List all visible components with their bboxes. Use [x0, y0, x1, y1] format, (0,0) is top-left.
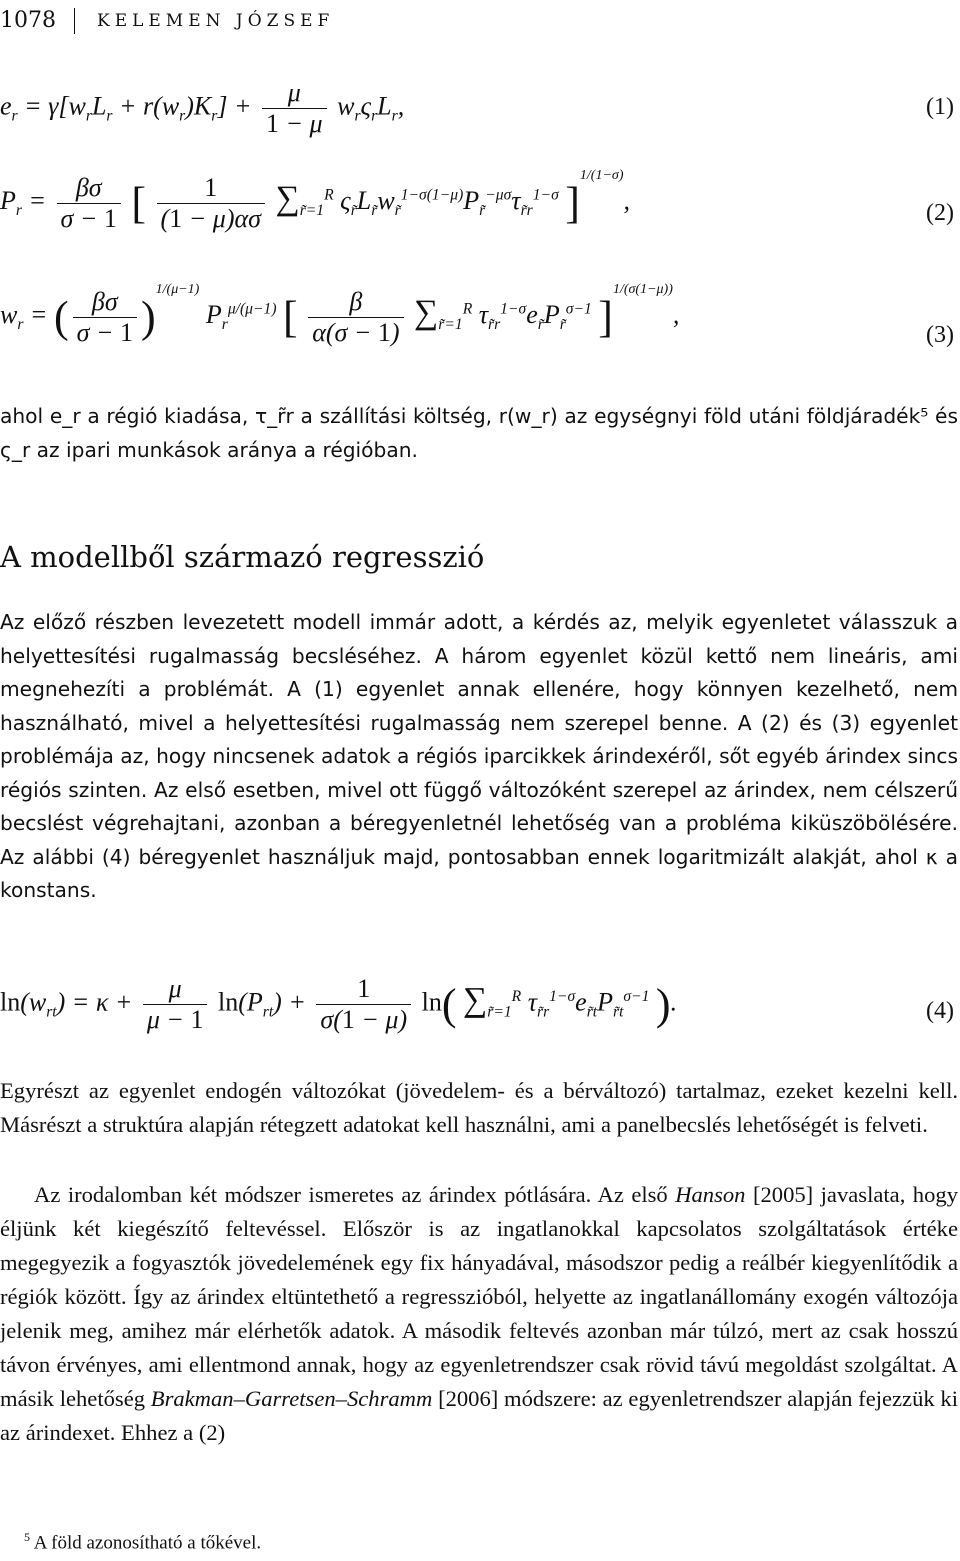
paragraph-section-intro: Az előző részben levezetett modell immár adott, a kérdés az, melyik egyenletet válasszuk a helyettesítési rugalmasság becsléséhez. A három egyenlet közül kettő nem lineáris, ami megnehezíti a problémát. A (1) egyenlet annak ellenére, hogy könnyen kezelhető, nem használható, mivel a helyettesítési rugalmasság nem szerepel benne. A (2) és (3) egyenlet problémája az, hogy nincsenek adatok a régiós iparcikkek árindexéről, sőt egyéb árindex sincs régiós szinten. Az első esetben, mivel ott függő változóként szerepel az árindex, nem célszerű becslést végrehajtani, azonban a béregyenletnél lehetőség van a probléma kiküszöbölésére. Az alábbi (4) béregyenlet használjuk majd, pontosabban ennek logaritmizált alakját, ahol κ a konstans. — [0, 610, 958, 902]
equation-4-number: (4) — [926, 998, 954, 1024]
author-name: KELEMEN JÓZSEF — [97, 11, 335, 31]
equation-2: $P_r$ = $\frac{\beta\sigma}{\sigma - 1}$ [ $\frac{1}{(1 - \mu)\alpha\sigma}$ $\sum_{r̃=1}^R$ $\varsigma_{r̃}L_{r̃}w_{r̃}^{1-\sigma(1-\mu)}P_{r̃}^{-\mu\sigma}\tau_{r̃r}^{1-\sigma}$ ]$^{1/(1-\sigma)}$, (2) — [0, 168, 954, 233]
header-divider — [74, 8, 75, 34]
equation-4: $\ln(w_{rt}) = \kappa$ + $\frac{\mu}{\mu - 1}$ $\ln(P_{rt})$ + $\frac{1}{\sigma(1 - \mu)}$ ln( $\sum_{r̃=1}^R$ $\tau_{r̃r}^{1-\sigma}e_{r̃t}P_{r̃t}^{\sigma-1}$ ). (4) — [0, 974, 954, 1034]
equation-3: $w_r$ = ( $\frac{\beta\sigma}{\sigma - 1}$ )$^{1/(\mu-1)}$ $P_r^{\mu/(\mu-1)}$ [ $\frac{\beta}{\alpha(\sigma - 1)}$ $\sum_{r̃=1}^R$ $\tau_{r̃r}^{1-\sigma}e_{r̃}P_{r̃}^{\sigma-1}$ ]$^{1/(\sigma(1-\mu))}$, (3) — [0, 282, 954, 348]
page-number: 1078 — [0, 8, 56, 33]
equation-1-number: (1) — [926, 94, 954, 120]
footnote — [24, 1530, 261, 1554]
section-title: A modellből származó regresszió — [0, 540, 485, 574]
equation-1: $e_r = \gamma[w_rL_r + r(w_r)K_r]$ + $\frac{\mu}{1 - \mu}$ $w_r\varsigma_rL_r$, (1) — [0, 78, 954, 138]
equation-2-number: (2) — [926, 200, 954, 226]
literature-text-1: Az irodalomban két módszer ismeretes az árindex pótlására. Az első — [34, 1182, 676, 1207]
equation-3-number: (3) — [926, 322, 954, 348]
paragraph-literature — [0, 1178, 958, 1450]
literature-text-3: [2006] módszere: az egyenletrendszer alapján fejezzük ki az árindexet. Ehhez a (2) — [0, 1386, 958, 1445]
footnote-text: A föld azonosítható a tőkével. — [33, 1532, 262, 1554]
reference-brakman: Brakman–Garretsen–Schramm — [150, 1386, 433, 1411]
paragraph-definitions: ahol e_r a régió kiadása, τ_r̃r a szállítási költség, r(w_r) az egységnyi föld utáni földjáradék⁵ és ς_r az ipari munkások aránya a régióban. — [0, 404, 958, 462]
footnote-mark: 5 — [24, 1530, 30, 1544]
running-header — [0, 8, 334, 34]
literature-text-2: [2005] javaslata, hogy éljünk két kiegészítő feltevéssel. Először is az ingatlanokkal kapcsolatos szolgáltatások értéke megegyezik a fogyasztók jövedelemének egy fix hányadával, másodszor pedig a reálbér kiegyenlítődik a régiók között. Így az árindex eltüntethető a regresszióból, helyette az ingatlanállomány exogén változója jelenik meg, amihez már elérhetők adatok. A második feltevés azonban már túlzó, mert az csak hosszú távon érvényes, ami ellentmond annak, hogy az egyenletrendszer csak rövid távú megoldást szolgáltat. A másik lehetőség — [0, 1182, 958, 1411]
paragraph-after-eq4: Egyrészt az egyenlet endogén változókat (jövedelem- és a bérváltozó) tartalmaz, ezeket kezelni kell. Másrészt a struktúra alapján rétegzett adatokat kell használni, ami a panelbecslés lehetőségét is felveti. — [0, 1078, 958, 1137]
reference-hanson: Hanson — [675, 1182, 746, 1207]
